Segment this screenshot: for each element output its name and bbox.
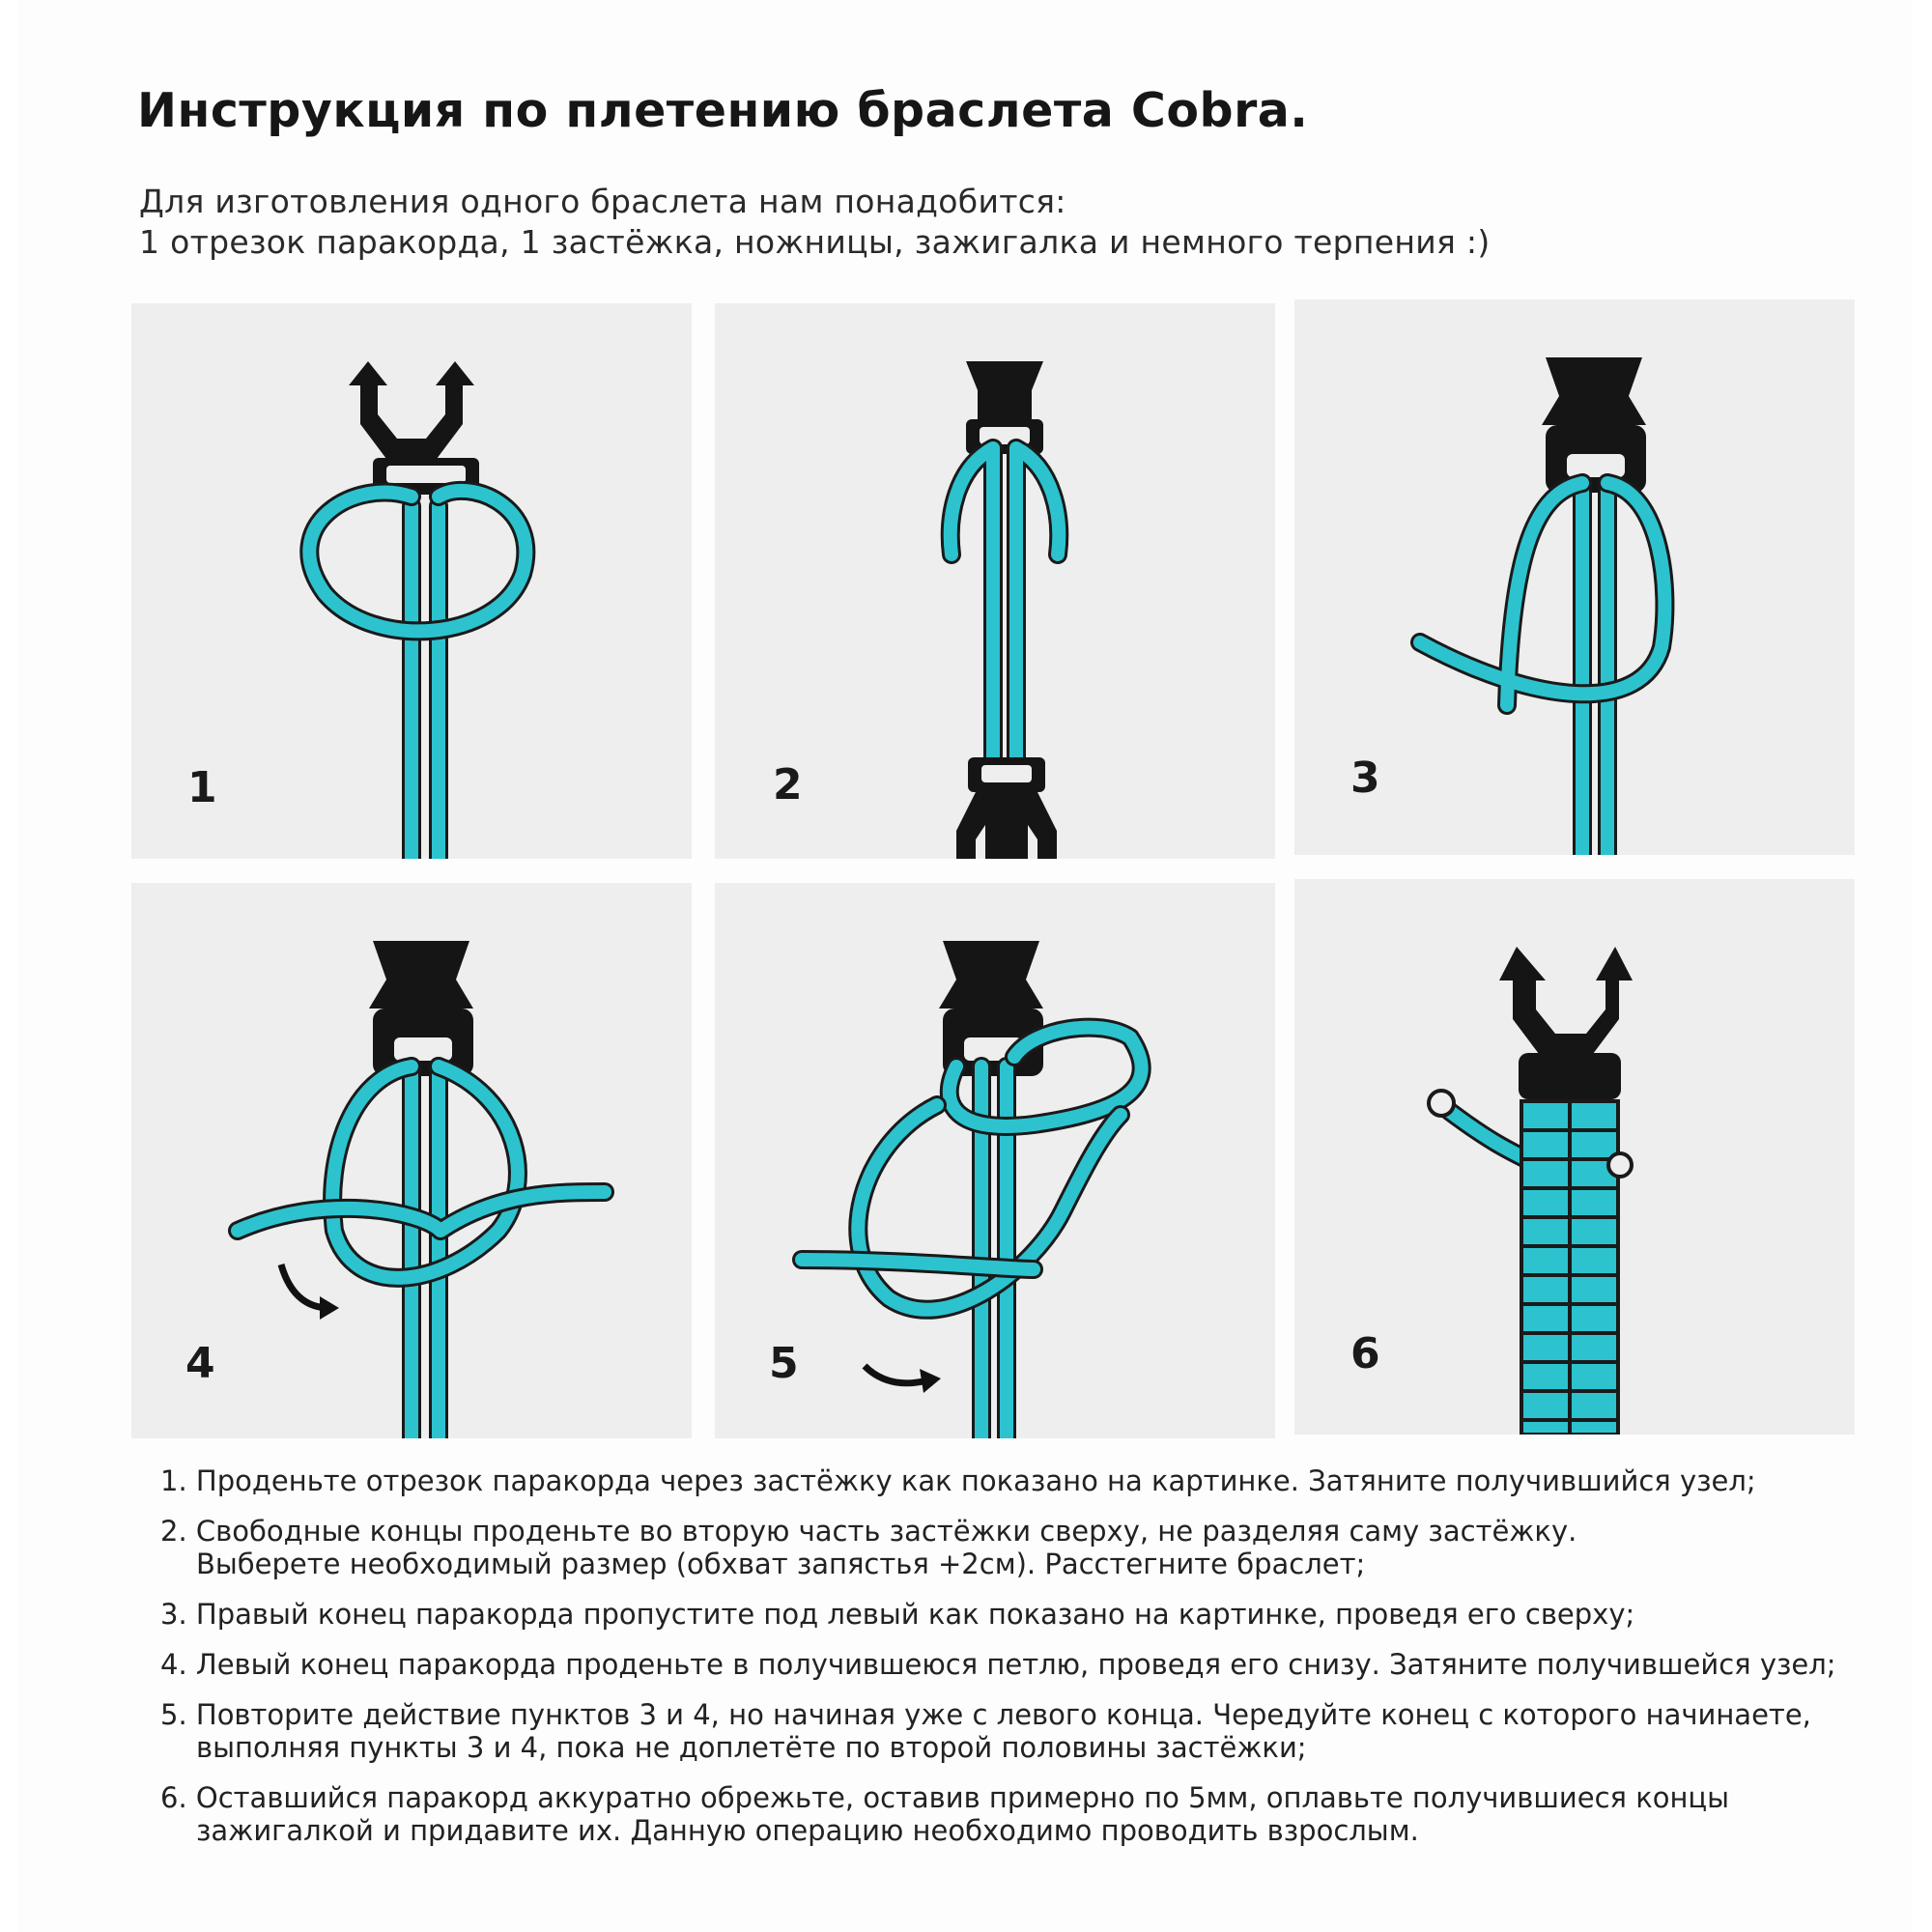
step-illustration-3	[1294, 299, 1855, 855]
list-item	[160, 1464, 1861, 1497]
step-text: 6. Оставшийся паракорд аккуратно обрежьте, оставив примерно по 5мм, оплавьте получившиеся концы	[160, 1781, 1730, 1814]
buckle-male-icon	[956, 792, 1057, 859]
buckle-female-icon	[939, 941, 1043, 1009]
buckle-male-icon	[349, 361, 474, 463]
step-number: 4	[185, 1339, 215, 1388]
step-number: 2	[773, 760, 803, 810]
step-text-continuation: Выберете необходимый размер (обхват запястья +2см). Расстегните браслет;	[196, 1548, 1366, 1580]
list-item	[160, 1648, 1861, 1681]
intro-line-1: Для изготовления одного браслета нам понадобится:	[139, 183, 1066, 220]
step-illustration-5	[715, 883, 1275, 1438]
intro-text	[139, 182, 1491, 263]
step-number: 6	[1350, 1329, 1380, 1378]
page-title: Инструкция по плетению браслета Cobra.	[137, 83, 1309, 138]
step-text-continuation: зажигалкой и придавите их. Данную операцию необходимо проводить взрослым.	[196, 1814, 1419, 1847]
intro-line-2: 1 отрезок паракорда, 1 застёжка, ножницы, зажигалка и немного терпения :)	[139, 223, 1491, 261]
list-item	[160, 1598, 1861, 1631]
instruction-sheet	[17, 0, 1913, 1932]
step-text: 5. Повторите действие пунктов 3 и 4, но начиная уже с левого конца. Чередуйте конец с которого начинаете,	[160, 1698, 1811, 1731]
step-illustration-1	[131, 303, 692, 859]
step-illustration-6	[1294, 879, 1855, 1435]
step-5-drawing	[715, 883, 1275, 1438]
buckle-female-icon	[369, 941, 473, 1009]
list-item	[160, 1698, 1861, 1764]
list-item	[160, 1515, 1861, 1580]
step-number: 5	[769, 1339, 799, 1388]
step-text-continuation: выполняя пункты 3 и 4, пока не доплетёте по второй половины застёжки;	[196, 1731, 1307, 1764]
buckle-female-icon	[966, 361, 1043, 419]
buckle-male-icon	[1499, 947, 1633, 1058]
step-illustration-4	[131, 883, 692, 1438]
buckle-female-icon	[1542, 357, 1646, 425]
step-illustration-2	[715, 303, 1275, 859]
step-number: 1	[187, 763, 217, 812]
list-item	[160, 1781, 1861, 1847]
step-4-drawing	[131, 883, 692, 1438]
step-text: 2. Свободные концы проденьте во вторую часть застёжки сверху, не разделяя саму застёжку.	[160, 1515, 1577, 1548]
step-number: 3	[1350, 753, 1380, 803]
step-text: 3. Правый конец паракорда пропустите под левый как показано на картинке, проведя его сверху;	[160, 1598, 1635, 1631]
step-text: 1. Проденьте отрезок паракорда через застёжку как показано на картинке. Затяните получившийся узел;	[160, 1464, 1756, 1497]
step-text: 4. Левый конец паракорда проденьте в получившеюся петлю, проведя его снизу. Затяните получившейся узел;	[160, 1648, 1836, 1681]
arrow-icon	[865, 1366, 927, 1383]
steps-list	[160, 1464, 1861, 1864]
